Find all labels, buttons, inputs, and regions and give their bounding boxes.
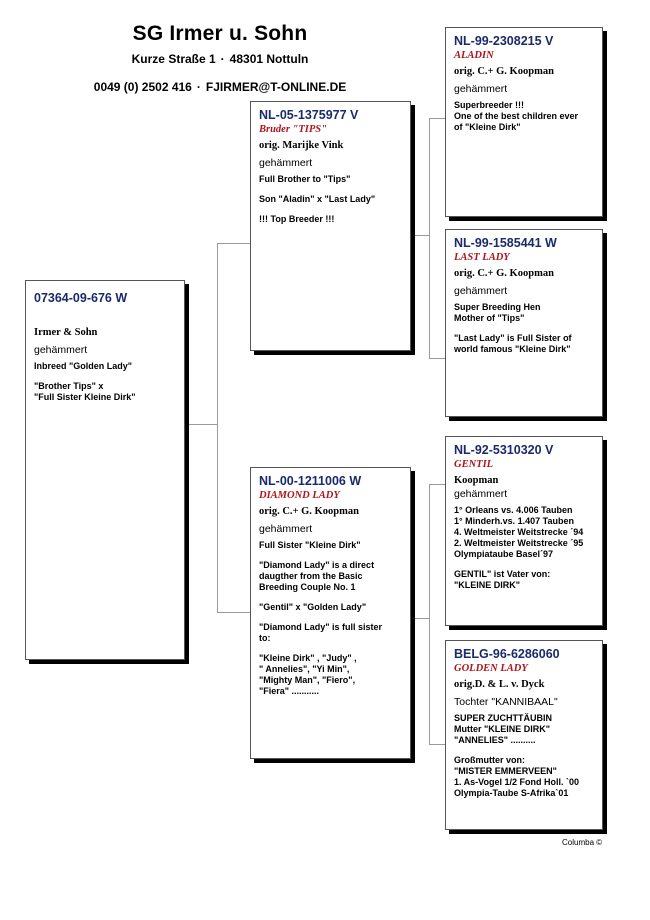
email: FJIRMER@T-ONLINE.DE bbox=[205, 80, 347, 94]
note: Full Brother to "Tips" bbox=[259, 174, 351, 184]
note: "Kleine Dirk" , "Judy" , " Annelies", "Yi Min", "Mighty Man", "Fiero", "Fiera" ........... bbox=[259, 653, 357, 696]
pigeon-name: GENTIL bbox=[454, 459, 494, 470]
connector-dam-stub bbox=[411, 618, 429, 619]
note: Son "Aladin" x "Last Lady" bbox=[259, 194, 376, 204]
breeder: orig. C.+ G. Koopman bbox=[454, 66, 554, 77]
ring-number: BELG-96-6286060 bbox=[454, 647, 560, 661]
connector-gen2-top-vertical bbox=[429, 118, 430, 359]
breeder: orig. Marijke Vink bbox=[259, 140, 344, 151]
connector-to-sire-sire bbox=[429, 118, 445, 119]
ring-number: NL-99-1585441 W bbox=[454, 236, 557, 250]
pedigree-card-dam bbox=[250, 467, 411, 759]
separator: · bbox=[196, 80, 201, 94]
feather-type: gehämmert bbox=[34, 344, 88, 356]
feather-type: gehämmert bbox=[259, 523, 313, 535]
breeder: orig. C.+ G. Koopman bbox=[259, 506, 359, 517]
breeder: orig.D. & L. v. Dyck bbox=[454, 679, 545, 690]
ring-number: 07364-09-676 W bbox=[34, 291, 128, 305]
connector-gen2-bottom-vertical bbox=[429, 484, 430, 745]
pigeon-name: DIAMOND LADY bbox=[259, 490, 340, 501]
connector-to-sire-dam bbox=[429, 358, 445, 359]
feather-type: gehämmert bbox=[454, 83, 508, 95]
connector-sire-stub bbox=[411, 235, 429, 236]
loft-name: SG Irmer u. Sohn bbox=[132, 22, 308, 45]
phone: 0049 (0) 2502 416 bbox=[93, 80, 192, 94]
note: "Brother Tips" x "Full Sister Kleine Dirk" bbox=[34, 381, 136, 402]
ring-number: NL-92-5310320 V bbox=[454, 443, 554, 457]
connector-gen1-vertical bbox=[217, 243, 218, 613]
ring-number: NL-99-2308215 V bbox=[454, 34, 554, 48]
feather-type: Tochter "KANNIBAAL" bbox=[454, 696, 558, 708]
pedigree-card-dam-sire bbox=[445, 436, 603, 626]
pigeon-name: Bruder "TIPS" bbox=[259, 124, 327, 135]
note: Inbreed "Golden Lady" bbox=[34, 361, 133, 371]
note: "Last Lady" is Full Sister of world famous "Kleine Dirk" bbox=[454, 333, 572, 354]
breeder: orig. C.+ G. Koopman bbox=[454, 268, 554, 279]
note: Großmutter von: "MISTER EMMERVEEN" 1. As-Vogel 1/2 Fond Holl. `00 Olympia-Taube S-Afrika`01 bbox=[454, 755, 580, 798]
pigeon-name: LAST LADY bbox=[454, 252, 510, 263]
note: "Diamond Lady" is a direct daugther from the Basic Breeding Couple No. 1 bbox=[259, 560, 375, 592]
connector-to-sire bbox=[217, 243, 250, 244]
copyright-credit: Columba © bbox=[562, 838, 603, 847]
note: Super Breeding Hen Mother of "Tips" bbox=[454, 302, 541, 323]
feather-type: gehämmert bbox=[454, 488, 508, 500]
note: "Gentil" x "Golden Lady" bbox=[259, 602, 367, 612]
loft-address bbox=[40, 52, 400, 66]
pedigree-card-sire-dam bbox=[445, 229, 603, 417]
pedigree-card-subject bbox=[25, 280, 185, 660]
ring-number: NL-00-1211006 W bbox=[259, 474, 362, 488]
pedigree-card-sire-sire bbox=[445, 27, 603, 217]
separator: · bbox=[220, 52, 225, 66]
connector-subject-stub bbox=[185, 424, 217, 425]
street: Kurze Straße 1 bbox=[131, 52, 216, 66]
connector-to-dam-sire bbox=[429, 484, 445, 485]
ring-number: NL-05-1375977 V bbox=[259, 108, 359, 122]
note: "Diamond Lady" is full sister to: bbox=[259, 622, 383, 643]
pigeon-name: ALADIN bbox=[454, 50, 494, 61]
breeder-header bbox=[40, 22, 400, 94]
connector-to-dam-dam bbox=[429, 744, 445, 745]
feather-type: gehämmert bbox=[259, 157, 313, 169]
note: Full Sister "Kleine Dirk" bbox=[259, 540, 361, 550]
pedigree-card-dam-dam bbox=[445, 640, 603, 830]
city: 48301 Nottuln bbox=[229, 52, 309, 66]
note: GENTIL" ist Vater von: "KLEINE DIRK" bbox=[454, 569, 551, 590]
note: !!! Top Breeder !!! bbox=[259, 214, 335, 224]
loft-contact bbox=[40, 80, 400, 94]
note: Superbreeder !!! One of the best children ever of "Kleine Dirk" bbox=[454, 100, 579, 132]
pigeon-name: GOLDEN LADY bbox=[454, 663, 528, 674]
breeder: Koopman bbox=[454, 475, 499, 486]
pedigree-card-sire bbox=[250, 101, 411, 351]
note: SUPER ZUCHTTÄUBIN Mutter "KLEINE DIRK" "ANNELIES" .......... bbox=[454, 713, 552, 745]
feather-type: gehämmert bbox=[454, 285, 508, 297]
note: 1° Orleans vs. 4.006 Tauben 1° Minderh.vs. 1.407 Tauben 4. Weltmeister Weitstrecke ´94 2. Weltmeister Weitstrecke ´95 Olympiataube Basel´97 bbox=[454, 505, 584, 559]
connector-to-dam bbox=[217, 612, 250, 613]
breeder: Irmer & Sohn bbox=[34, 327, 98, 338]
